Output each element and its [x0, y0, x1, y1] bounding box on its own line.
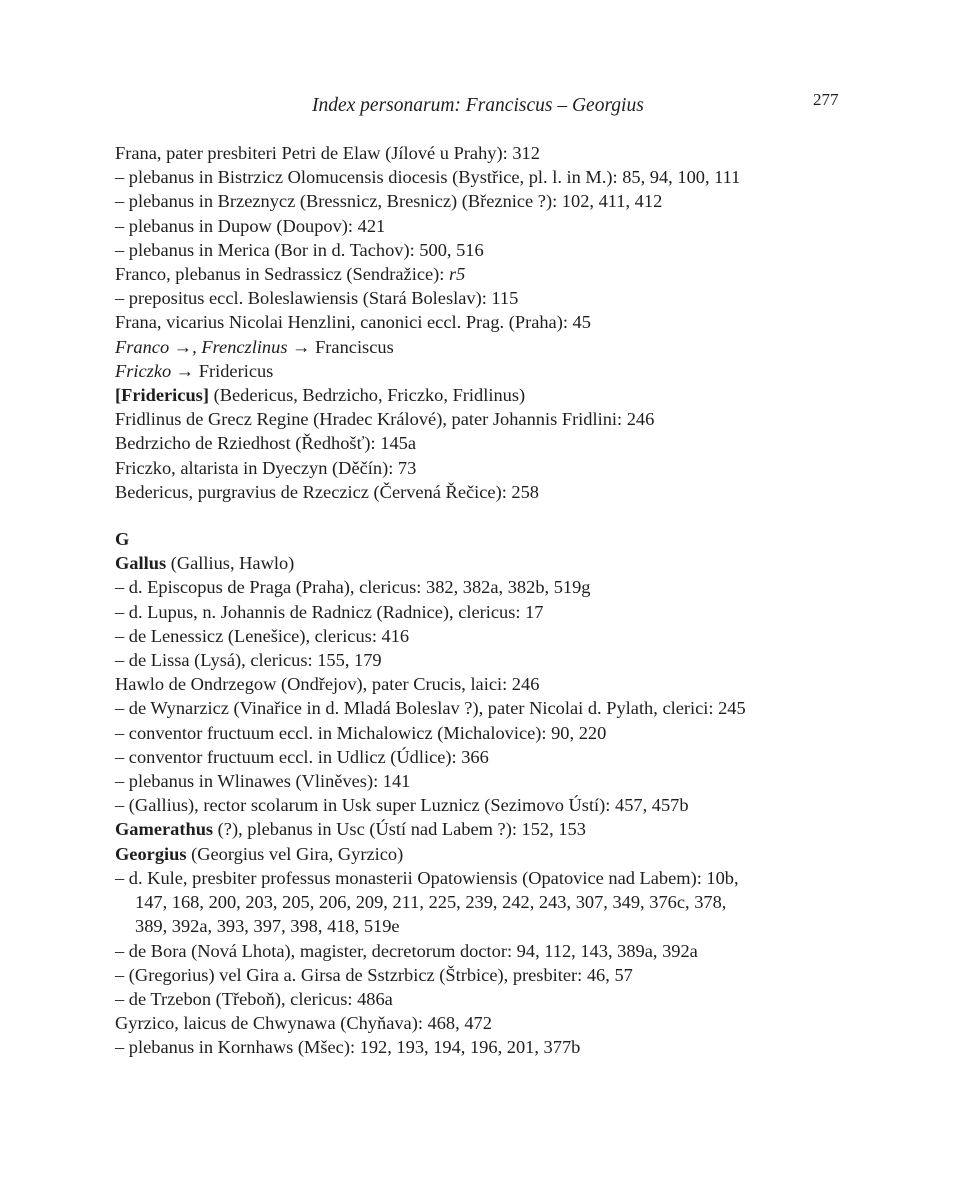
headword-variants: (Bedericus, Bedrzicho, Friczko, Fridlinus) [208, 385, 526, 406]
entry-line [115, 817, 835, 841]
headword-variants: (Gallius, Hawlo) [166, 553, 295, 574]
entry-line: Frana, vicarius Nicolai Henzlini, canonici eccl. Prag. (Praha): 45 [115, 312, 591, 333]
entry-line: – d. Kule, presbiter professus monasterii Opatowiensis (Opatovice nad Labem): 10b, [115, 867, 739, 888]
entry-ref-italic: r5 [448, 264, 466, 285]
page-number: 277 [813, 90, 839, 109]
entry-line: – de Lissa (Lysá), clericus: 155, 179 [115, 650, 382, 671]
entry-line: – plebanus in Merica (Bor in d. Tachov): 500, 516 [115, 239, 484, 260]
cross-reference-target: Fridericus [194, 360, 274, 381]
entry-line: – plebanus in Bistrzicz Olomucensis diocesis (Bystřice, pl. l. in M.): 85, 94, 100, 111 [115, 167, 741, 188]
entry-line: – (Gallius), rector scolarum in Usk super Luznicz (Sezimovo Ústí): 457, 457b [115, 795, 689, 816]
cross-reference-italic: Franco →, Frenczlinus → [115, 336, 311, 357]
index-entries [115, 141, 835, 1060]
entry-line [115, 551, 835, 575]
headword: Gallus [115, 553, 167, 574]
entry-text: Franco, plebanus in Sedrassicz (Sendražice): [115, 264, 449, 285]
headword: [Fridericus] [115, 385, 209, 406]
headword-detail: (?), plebanus in Usc (Ústí nad Labem ?): 152, 153 [213, 819, 586, 840]
entry-line: Frana, pater presbiteri Petri de Elaw (Jílové u Prahy): 312 [115, 143, 540, 163]
entry-line [115, 262, 835, 286]
cross-reference-italic: Friczko → [115, 360, 195, 381]
section-letter: G [115, 529, 130, 550]
entry-line: – prepositus eccl. Boleslawiensis (Stará Boleslav): 115 [115, 288, 519, 309]
cross-reference-target: Franciscus [310, 336, 394, 357]
entry-line [115, 383, 835, 407]
entry-line: – conventor fructuum eccl. in Michalowicz (Michalovice): 90, 220 [115, 722, 607, 743]
entry-line: Fridlinus de Grecz Regine (Hradec Králové), pater Johannis Fridlini: 246 [115, 409, 655, 430]
entry-line: – plebanus in Dupow (Doupov): 421 [115, 215, 386, 236]
entry-line: – d. Episcopus de Praga (Praha), clericus: 382, 382a, 382b, 519g [115, 577, 591, 598]
entry-line: – (Gregorius) vel Gira a. Girsa de Sstzrbicz (Štrbice), presbiter: 46, 57 [115, 964, 633, 985]
entry-line: Gyrzico, laicus de Chwynawa (Chyňava): 468, 472 [115, 1013, 492, 1034]
headword-variants: (Georgius vel Gira, Gyrzico) [186, 843, 404, 864]
headword: Georgius [115, 843, 187, 864]
headword: Gamerathus [115, 819, 214, 840]
entry-line-continued: 147, 168, 200, 203, 205, 206, 209, 211, 225, 239, 242, 243, 307, 349, 376c, 378, [135, 892, 727, 913]
entry-line: – conventor fructuum eccl. in Udlicz (Údlice): 366 [115, 746, 489, 767]
entry-line: – de Trzebon (Třeboň), clericus: 486a [115, 988, 393, 1009]
entry-line: Bedericus, purgravius de Rzeczicz (Červená Řečice): 258 [115, 481, 539, 502]
entry-line: – de Wynarzicz (Vinařice in d. Mladá Boleslav ?), pater Nicolai d. Pylath, clerici: 245 [115, 698, 746, 719]
running-title: Index personarum: Franciscus – Georgius [312, 95, 644, 116]
entry-line [115, 335, 835, 359]
entry-line [115, 842, 835, 866]
entry-line: Hawlo de Ondrzegow (Ondřejov), pater Crucis, laici: 246 [115, 674, 540, 695]
entry-line: – plebanus in Brzeznycz (Bressnicz, Bresnicz) (Březnice ?): 102, 411, 412 [115, 191, 663, 212]
entry-line-continued: 389, 392a, 393, 397, 398, 418, 519e [135, 916, 400, 937]
entry-line: – d. Lupus, n. Johannis de Radnicz (Radnice), clericus: 17 [115, 601, 544, 622]
entry-line [115, 359, 835, 383]
entry-line: – de Lenessicz (Lenešice), clericus: 416 [115, 625, 410, 646]
running-head [0, 92, 960, 120]
entry-line: – plebanus in Wlinawes (Vliněves): 141 [115, 771, 411, 792]
entry-line: Bedrzicho de Rziedhost (Ředhošť): 145a [115, 433, 417, 454]
entry-line: – plebanus in Kornhaws (Mšec): 192, 193, 194, 196, 201, 377b [115, 1037, 581, 1058]
section-gap [115, 504, 835, 527]
entry-line: Friczko, altarista in Dyeczyn (Děčín): 73 [115, 457, 417, 478]
entry-line: – de Bora (Nová Lhota), magister, decretorum doctor: 94, 112, 143, 389a, 392a [115, 940, 698, 961]
